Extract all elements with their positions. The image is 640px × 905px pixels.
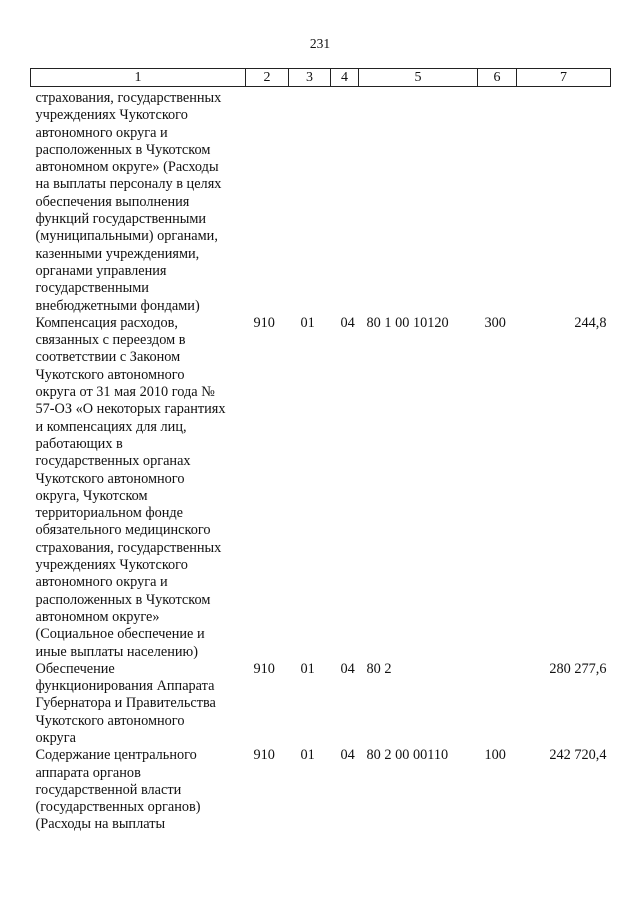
column-header-7: 7 (517, 69, 611, 87)
cell-item-name: Содержание центрального аппарата органов государственной власти (государственных органов) (Расходы на выплаты (35, 747, 201, 833)
cell-target-article-code (359, 87, 478, 315)
cell-section-code: 01 (300, 660, 315, 677)
cell-expense-type-code: 300 (484, 314, 506, 331)
table-row (31, 747, 611, 833)
budget-table (30, 68, 611, 834)
cell-expense-type-code (478, 87, 517, 315)
cell-subsection-code: 04 (340, 314, 355, 331)
table-row (31, 87, 611, 315)
cell-ministry-code: 910 (253, 660, 275, 677)
cell-amount: 244,8 (574, 314, 607, 331)
table-row (31, 661, 611, 747)
cell-ministry-code (246, 87, 289, 315)
cell-subsection-code: 04 (340, 660, 355, 677)
cell-amount: 242 720,4 (549, 747, 607, 764)
cell-expense-type-code: 100 (484, 747, 506, 764)
cell-subsection-code: 04 (340, 747, 355, 764)
cell-target-article-code: 80 2 00 00110 (366, 747, 449, 764)
table-row (31, 315, 611, 661)
cell-amount (517, 87, 611, 315)
cell-subsection-code (331, 87, 359, 315)
cell-target-article-code: 80 1 00 10120 (366, 314, 449, 331)
column-header-1: 1 (31, 69, 246, 87)
cell-section-code: 01 (300, 747, 315, 764)
cell-item-name: Компенсация расходов, связанных с переездом в соответствии с Законом Чукотского автономного округа от 31 мая 2010 года № 57-ОЗ «О некоторых гарантиях и компенсациях для лиц, работающих в государственных органах Чукотского автономного округа, Чукотском территориальном фонде обязательного медицинского страхования, государственных учреждениях Чукотского автономного округа и расположенных в Чукотском автономном округе» (Социальное обеспечение и иные выплаты населению) (35, 314, 226, 660)
table-header-row (31, 69, 611, 87)
column-header-5: 5 (359, 69, 478, 87)
cell-section-code (289, 87, 331, 315)
cell-expense-type-code (478, 661, 517, 747)
cell-ministry-code: 910 (253, 314, 275, 331)
column-header-4: 4 (331, 69, 359, 87)
column-header-2: 2 (246, 69, 289, 87)
cell-item-name: Обеспечение функционирования Аппарата Губернатора и Правительства Чукотского автономного округа (35, 660, 216, 746)
column-header-3: 3 (289, 69, 331, 87)
cell-item-name: страхования, государственных учреждениях Чукотского автономного округа и расположенных в Чукотском автономном округе» (Расходы на выплаты персоналу в целях обеспечения выполнения функций государственными (муниципальными) органами, казенными учреждениями, органами управления государственными внебюджетными фондами) (35, 90, 222, 314)
cell-section-code: 01 (300, 314, 315, 331)
cell-amount: 280 277,6 (549, 660, 607, 677)
page-number: 231 (309, 36, 331, 51)
cell-target-article-code: 80 2 (366, 660, 392, 677)
column-header-6: 6 (478, 69, 517, 87)
cell-ministry-code: 910 (253, 747, 275, 764)
